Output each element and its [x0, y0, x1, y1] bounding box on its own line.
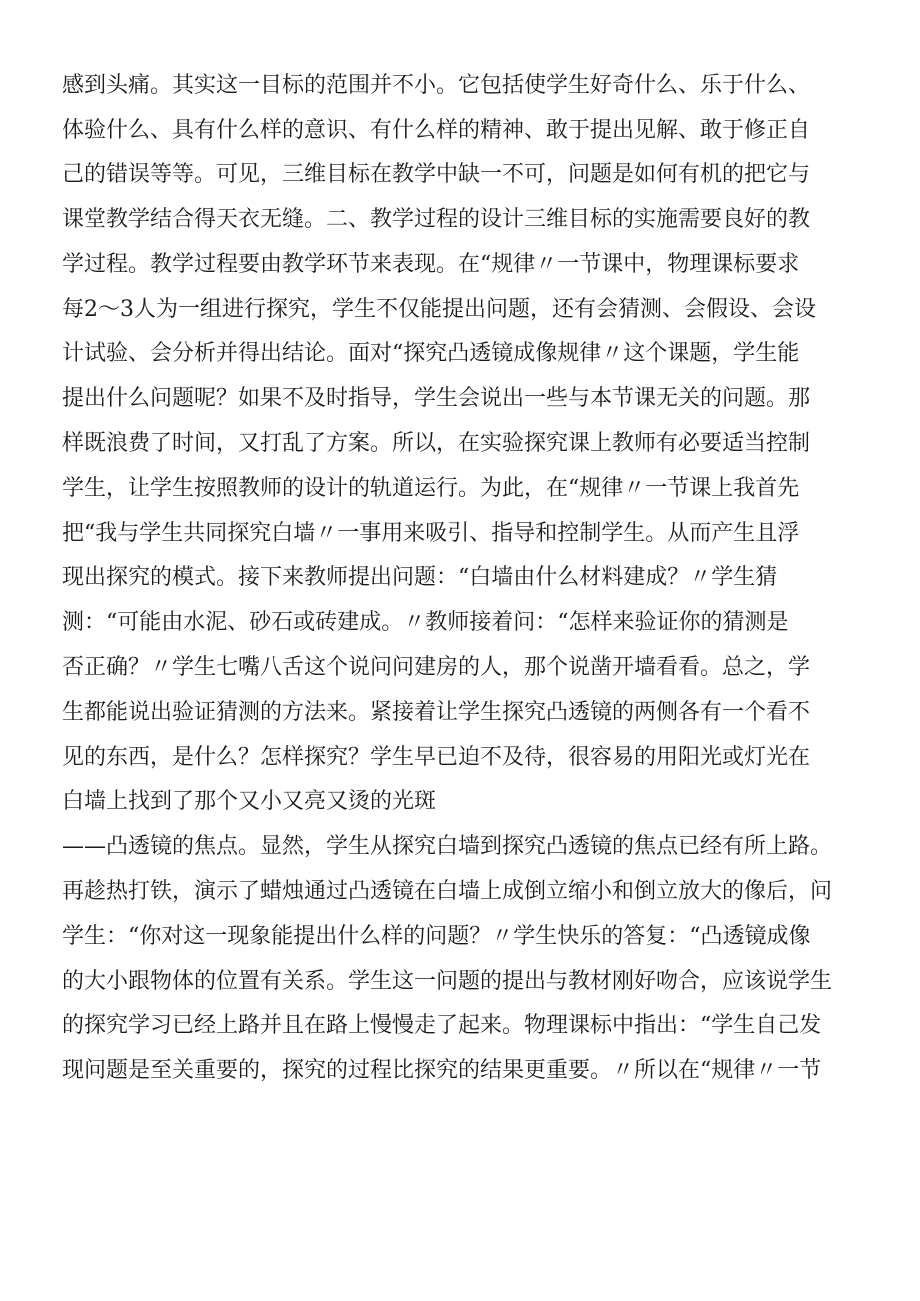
text-line-17: 白墙上找到了那个又小又亮又烫的光斑 [62, 789, 437, 814]
text-line-3: 己的错误等等。可见，三维目标在教学中缺一不可，问题是如何有机的把它与 [62, 162, 811, 187]
text-line-8: 提出什么问题呢？如果不及时指导，学生会说出一些与本节课无关的问题。那 [62, 386, 811, 411]
text-line-20: 学生：“你对这一现象能提出什么样的问题？〃学生快乐的答复：“凸透镜成像 [62, 924, 811, 949]
text-line-23: 现问题是至关重要的，探究的过程比探究的结果更重要。〃所以在“规律〃一节 [62, 1058, 822, 1083]
text-line-21: 的大小跟物体的位置有关系。学生这一问题的提出与教材刚好吻合，应该说学生 [62, 969, 833, 994]
text-line-19: 再趁热打铁，演示了蜡烛通过凸透镜在白墙上成倒立缩小和倒立放大的像后，问 [62, 879, 833, 904]
text-line-12: 现出探究的模式。接下来教师提出问题：“白墙由什么材料建成？〃学生猜 [62, 565, 778, 590]
text-line-4: 课堂教学结合得天衣无缝。二、教学过程的设计三维目标的实施需要良好的教 [62, 207, 811, 232]
text-line-11: 把“我与学生共同探究白墙〃一事用来吸引、指导和控制学生。从而产生且浮 [62, 521, 800, 546]
text-line-10: 学生，让学生按照教师的设计的轨道运行。为此，在“规律〃一节课上我首先 [62, 476, 800, 501]
text-line-16: 见的东西，是什么？怎样探究？学生早已迫不及待，很容易的用阳光或灯光在 [62, 745, 811, 770]
text-line-18: ——凸透镜的焦点。显然，学生从探究白墙到探究凸透镜的焦点已经有所上路。 [62, 834, 833, 859]
text-line-6: 每2～3人为一组进行探究，学生不仅能提出问题，还有会猜测、会假设、会设 [62, 297, 816, 322]
text-line-13: 测：“可能由水泥、砂石或砖建成。〃教师接着问：“怎样来验证你的猜测是 [62, 610, 789, 635]
text-line-14: 否正确？〃学生七嘴八舌这个说问问建房的人，那个说凿开墙看看。总之，学 [62, 655, 811, 680]
text-line-5: 学过程。教学过程要由教学环节来表现。在“规律〃一节课中，物理课标要求 [62, 252, 800, 277]
text-line-22: 的探究学习已经上路并且在路上慢慢走了起来。物理课标中指出：“学生自己发 [62, 1013, 822, 1038]
text-line-1: 感到头痛。其实这一目标的范围并不小。它包括使学生好奇什么、乐于什么、 [62, 73, 811, 98]
text-line-2: 体验什么、具有什么样的意识、有什么样的精神、敢于提出见解、敢于修正自 [62, 118, 811, 143]
text-line-9: 样既浪费了时间，又打乱了方案。所以，在实验探究课上教师有必要适当控制 [62, 431, 811, 456]
text-line-7: 计试验、会分析并得出结论。面对“探究凸透镜成像规律〃这个课题，学生能 [62, 341, 800, 366]
text-line-15: 生都能说出验证猜测的方法来。紧接着让学生探究凸透镜的两侧各有一个看不 [62, 700, 811, 725]
